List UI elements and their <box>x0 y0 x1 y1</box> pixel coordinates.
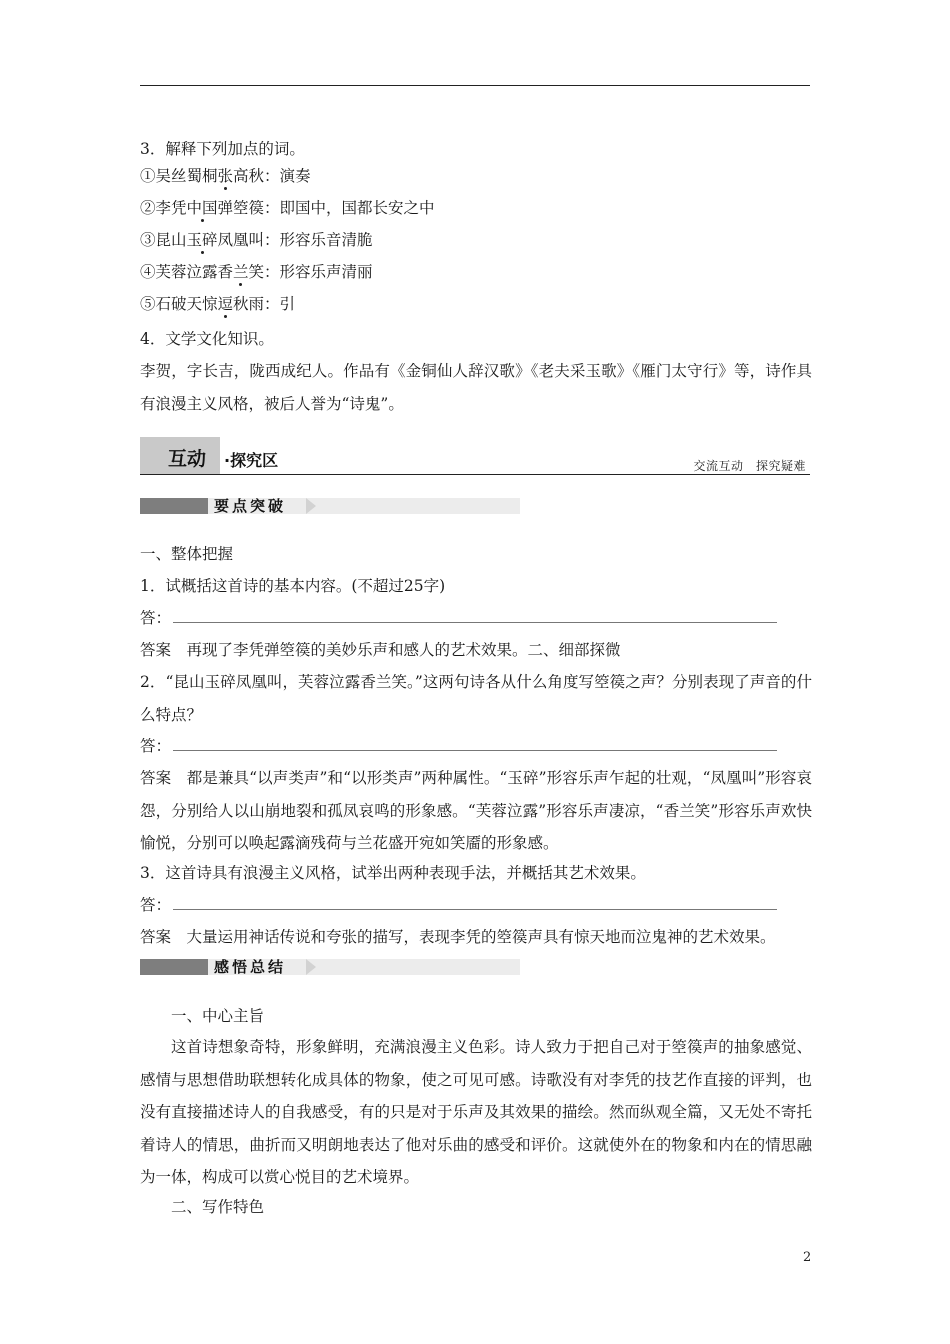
item-pre: 芙蓉泣露 <box>155 263 218 281</box>
q3-item-5 <box>140 293 295 315</box>
subheader-key-points <box>140 498 520 514</box>
question-1: 1．试概括这首诗的基本内容。(不超过25字) <box>140 577 446 595</box>
summary-heading-1: 一、中心主旨 <box>171 1007 265 1025</box>
answer-prefix: 答： <box>140 896 172 914</box>
item-number: ② <box>140 199 156 217</box>
dotted-word: 香兰笑 <box>217 263 265 281</box>
dotted-word: 中国 <box>186 199 218 217</box>
q3-heading: 3．解释下列加点的词。 <box>140 140 305 158</box>
part1-heading: 一、整体把握 <box>140 545 234 563</box>
subheader-label: 感悟总结 <box>214 958 287 976</box>
section-title: 互动 <box>168 448 207 470</box>
bar-dark <box>140 959 208 975</box>
answer-line-2 <box>140 735 777 757</box>
question-2: 2．“昆山玉碎凤凰叫，芙蓉泣露香兰笑。”这两句诗各从什么角度写箜篌之声？分别表现了声音的什么特点？ <box>140 673 812 724</box>
answer-blank <box>173 737 777 751</box>
summary-heading-2: 二、写作特色 <box>171 1198 265 1216</box>
answer-line-1 <box>140 607 777 629</box>
item-post: 凤凰叫：形容乐音清脆 <box>217 231 373 249</box>
item-pre: 石破天惊 <box>155 295 218 313</box>
header-rule <box>140 85 810 86</box>
q3-item-4 <box>140 261 373 283</box>
q3-item-3 <box>140 229 373 251</box>
item-pre: 李凭 <box>155 199 187 217</box>
section-header <box>140 437 810 475</box>
dotted-word: 张 <box>217 167 234 185</box>
item-pre: 吴丝蜀桐 <box>155 167 218 185</box>
q4-heading: 4．文学文化知识。 <box>140 330 274 348</box>
answer-blank <box>173 609 777 623</box>
arrow-icon <box>306 959 316 975</box>
answer-prefix: 答： <box>140 609 172 627</box>
q4-text: 李贺，字长吉，陇西成纪人。作品有《金铜仙人辞汉歌》《老夫采玉歌》《雁门太守行》等，诗作具有浪漫主义风格，被后人誉为“诗鬼”。 <box>140 362 812 413</box>
summary-paragraph: 这首诗想象奇特，形象鲜明，充满浪漫主义色彩。诗人致力于把自己对于箜篌声的抽象感觉、感情与思想借助联想转化成具体的物象，使之可见可感。诗歌没有对李凭的技艺作直接的评判，也没有直接描述诗人的自我感受，有的只是对于乐声及其效果的描绘。然而纵观全篇，又无处不寄托着诗人的情思，曲折而又明朗地表达了他对乐曲的感受和评价。这就使外在的物象和内在的情思融为一体，构成可以赏心悦目的艺术境界。 <box>140 1038 812 1186</box>
bar-dark <box>140 498 208 514</box>
item-pre: 昆山 <box>155 231 187 249</box>
arrow-icon <box>306 498 316 514</box>
item-post: 秋雨：引 <box>233 295 296 313</box>
answer-line-3 <box>140 894 777 916</box>
answer-2: 答案 都是兼具“以声类声”和“以形类声”两种属性。“玉碎”形容乐声乍起的壮观，“凤凰叫”形容哀怨，分别给人以山崩地裂和孤凤哀鸣的形象感。“芙蓉泣露”形容乐声凄凉，“香兰笑”形容乐声欢快愉悦，分别可以唤起露滴残荷与兰花盛开宛如笑靥的形象感。 <box>140 769 812 852</box>
answer-1: 答案 再现了李凭弹箜篌的美妙乐声和感人的艺术效果。二、细部探微 <box>140 641 621 659</box>
item-number: ④ <box>140 263 156 281</box>
item-post: ：形容乐声清丽 <box>264 263 373 281</box>
section-tagline: 交流互动 探究疑难 <box>693 459 806 473</box>
q3-item-1 <box>140 165 311 187</box>
section-subtitle: ·探究区 <box>224 451 279 470</box>
subheader-summary <box>140 959 520 975</box>
answer-prefix: 答： <box>140 737 172 755</box>
q3-item-2 <box>140 197 435 219</box>
dotted-word: 逗 <box>217 295 234 313</box>
subheader-label: 要点突破 <box>214 497 287 515</box>
answer-blank <box>173 896 777 910</box>
question-3: 3．这首诗具有浪漫主义风格，试举出两种表现手法，并概括其艺术效果。 <box>140 864 646 882</box>
page-number: 2 <box>803 1250 812 1265</box>
item-number: ③ <box>140 231 156 249</box>
answer-3: 答案 大量运用神话传说和夸张的描写，表现李凭的箜篌声具有惊天地而泣鬼神的艺术效果。 <box>140 928 776 946</box>
item-post: 高秋：演奏 <box>233 167 311 185</box>
item-number: ① <box>140 167 156 185</box>
item-post: 弹箜篌：即国中，国都长安之中 <box>217 199 435 217</box>
dotted-word: 玉碎 <box>186 231 218 249</box>
section-rule <box>140 474 810 475</box>
item-number: ⑤ <box>140 295 156 313</box>
